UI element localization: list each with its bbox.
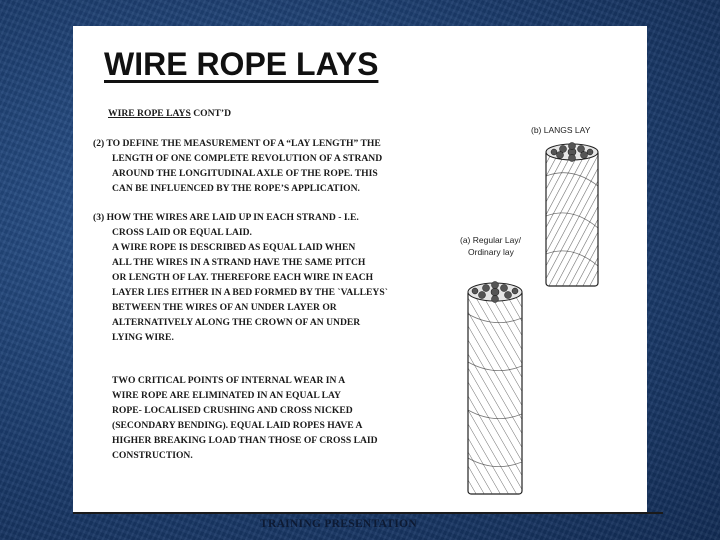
caption-ordinary-lay: Ordinary lay [468, 247, 514, 257]
paragraph-line: A WIRE ROPE IS DESCRIBED AS EQUAL LAID WHEN [112, 242, 356, 253]
section-heading-rest: CONT’D [190, 108, 232, 119]
paragraph-line: (3) HOW THE WIRES ARE LAID UP IN EACH STRAND - I.E. [93, 212, 359, 223]
paragraph-line: LYING WIRE. [112, 332, 174, 343]
paragraph-line: CONSTRUCTION. [112, 450, 193, 461]
footer-text: TRAINING PRESENTATION [260, 518, 417, 530]
paragraph-line: CAN BE INFLUENCED BY THE ROPE’S APPLICATION. [112, 183, 360, 194]
paragraph-line: ALL THE WIRES IN A STRAND HAVE THE SAME PITCH [112, 257, 366, 268]
paragraph-line: LENGTH OF ONE COMPLETE REVOLUTION OF A STRAND [112, 153, 383, 164]
paragraph-line: CROSS LAID OR EQUAL LAID. [112, 227, 252, 238]
paragraph-line: (2) TO DEFINE THE MEASUREMENT OF A “LAY LENGTH” THE [93, 138, 381, 149]
section-heading [108, 106, 231, 121]
paragraph-line: BETWEEN THE WIRES OF AN UNDER LAYER OR [112, 302, 337, 313]
caption-regular-lay: (a) Regular Lay/ [460, 235, 521, 245]
paragraph-line: WIRE ROPE ARE ELIMINATED IN AN EQUAL LAY [112, 390, 341, 401]
paragraph-line: AROUND THE LONGITUDINAL AXLE OF THE ROPE. THIS [112, 168, 378, 179]
langs-lay-rope-illustration [540, 136, 604, 288]
paragraph-line: HIGHER BREAKING LOAD THAN THOSE OF CROSS LAID [112, 435, 378, 446]
paragraph-line: ALTERNATIVELY ALONG THE CROWN OF AN UNDER [112, 317, 361, 328]
paragraph-line: TWO CRITICAL POINTS OF INTERNAL WEAR IN A [112, 375, 346, 386]
section-heading-underlined: WIRE ROPE LAYS [108, 108, 191, 119]
paragraph-line: LAYER LIES EITHER IN A BED FORMED BY THE `VALLEYS` [112, 287, 388, 298]
footer-rule [73, 512, 663, 514]
paragraph-line: ROPE- LOCALISED CRUSHING AND CROSS NICKED [112, 405, 353, 416]
regular-lay-rope-illustration [462, 274, 528, 496]
paragraph-line: OR LENGTH OF LAY. THEREFORE EACH WIRE IN EACH [112, 272, 374, 283]
paragraph-line: (SECONDARY BENDING). EQUAL LAID ROPES HAVE A [112, 420, 363, 431]
slide-title: WIRE ROPE LAYS [104, 46, 379, 82]
caption-langs-lay: (b) LANGS LAY [531, 125, 591, 135]
